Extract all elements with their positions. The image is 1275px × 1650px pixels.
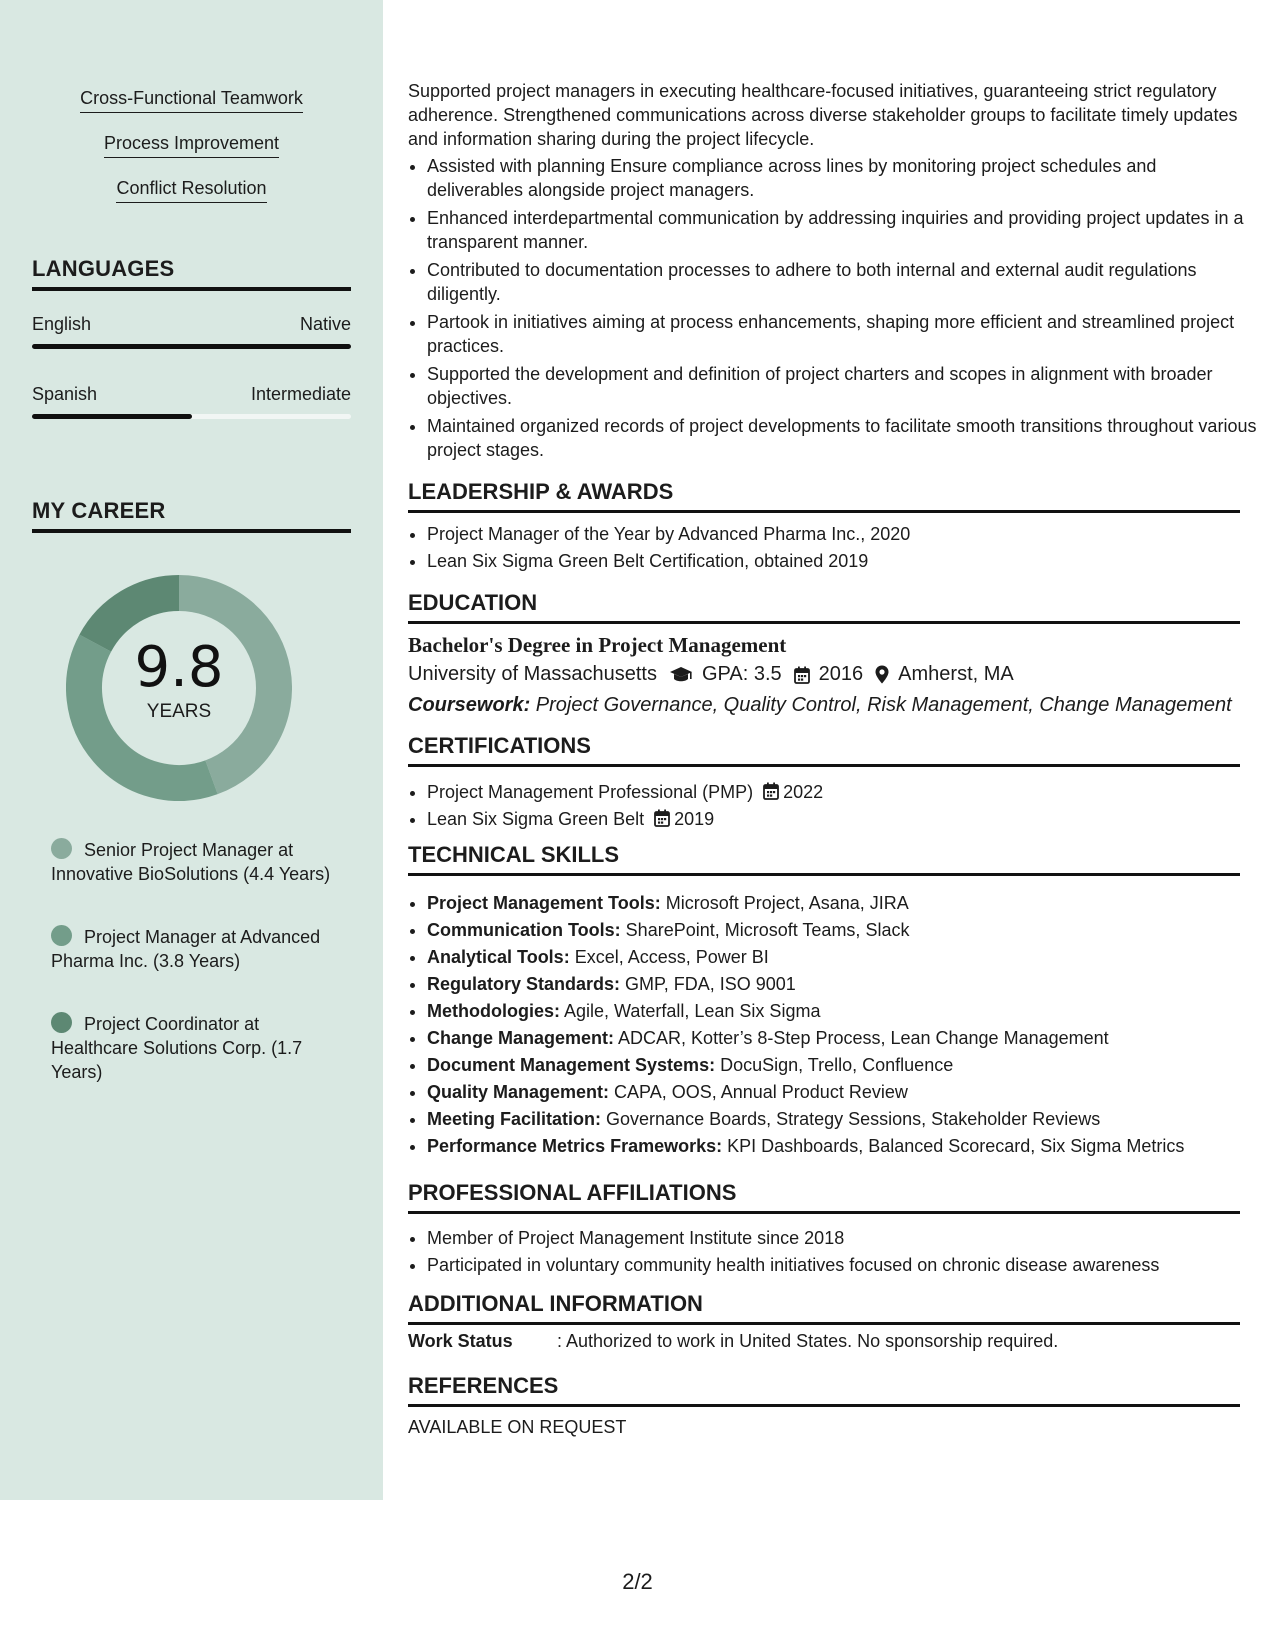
- gpa: GPA: 3.5: [701, 663, 782, 685]
- list-item: • Communication Tools: SharePoint, Microsoft Teams, Slack: [427, 917, 1257, 944]
- career-heading: MY CAREER: [32, 498, 351, 533]
- list-item: • Meeting Facilitation: Governance Boards, Strategy Sessions, Stakeholder Reviews: [427, 1106, 1257, 1133]
- career-legend-item: [51, 925, 331, 973]
- page-number: 2/2: [622, 1569, 653, 1594]
- list-item: • Change Management: ADCAR, Kotter’s 8-Step Process, Lean Change Management: [427, 1025, 1257, 1052]
- list-item: • Assisted with planning Ensure compliance across lines by monitoring project schedules and deliverables alongside project managers.: [427, 154, 1257, 202]
- experience-summary: Supported project managers in executing healthcare-focused initiatives, guaranteeing strict regulatory adherence. Strengthened communications across diverse stakeholder groups to facilitate timely updates and information sharing during the project lifecycle.: [408, 81, 1238, 149]
- education-heading: EDUCATION: [408, 590, 1240, 624]
- language-row: [32, 384, 351, 405]
- coursework-label: Coursework:: [408, 694, 531, 716]
- list-item: • Partook in initiatives aiming at process enhancements, shaping more efficient and streamlined project practices.: [427, 310, 1257, 358]
- list-item: • Project Management Professional (PMP) 2022: [427, 779, 1257, 806]
- references-text: AVAILABLE ON REQUEST: [408, 1417, 627, 1437]
- list-item: • Regulatory Standards: GMP, FDA, ISO 9001: [427, 971, 1257, 998]
- career-total-unit: YEARS: [146, 701, 212, 722]
- certifications-list: [408, 779, 1257, 833]
- languages-heading: LANGUAGES: [32, 256, 351, 291]
- list-item: • Maintained organized records of project developments to facilitate smooth transitions throughout various project stages.: [427, 414, 1257, 462]
- work-status-value: : Authorized to work in United States. No sponsorship required.: [557, 1331, 1059, 1351]
- career-legend-item: [51, 1012, 331, 1084]
- legend-dot: [51, 1012, 72, 1033]
- additional-info-heading: ADDITIONAL INFORMATION: [408, 1291, 1240, 1325]
- list-item: • Analytical Tools: Excel, Access, Power BI: [427, 944, 1257, 971]
- graduation-cap-icon: [669, 666, 693, 684]
- technical-skills-heading: TECHNICAL SKILLS: [408, 842, 1240, 876]
- list-item: • Contributed to documentation processes to adhere to both internal and external audit regulations diligently.: [427, 258, 1257, 306]
- work-status: [408, 1331, 1058, 1352]
- list-item: • Lean Six Sigma Green Belt 2019: [427, 806, 1257, 833]
- skill-item: Process Improvement: [0, 133, 383, 158]
- language-bar: [32, 344, 351, 349]
- sidebar: [0, 0, 383, 1500]
- list-item: • Methodologies: Agile, Waterfall, Lean Six Sigma: [427, 998, 1257, 1025]
- career-text: Project Manager at Advanced Pharma Inc. (3.8 Years): [51, 927, 321, 971]
- skill-item: Conflict Resolution: [0, 178, 383, 203]
- language-name: English: [32, 314, 92, 334]
- degree-title: Bachelor's Degree in Project Management: [408, 633, 787, 657]
- list-item: • Performance Metrics Frameworks: KPI Dashboards, Balanced Scorecard, Six Sigma Metrics: [427, 1133, 1257, 1160]
- experience-bullets: [408, 154, 1257, 462]
- list-item: • Lean Six Sigma Green Belt Certification, obtained 2019: [427, 548, 1257, 575]
- coursework-list: Project Governance, Quality Control, Risk Management, Change Management: [530, 694, 1232, 716]
- language-level: Intermediate: [250, 384, 351, 404]
- career-text: Project Coordinator at Healthcare Solutions Corp. (1.7 Years): [51, 1014, 303, 1082]
- career-text: Senior Project Manager at Innovative BioSolutions (4.4 Years): [51, 840, 331, 884]
- calendar-icon: [654, 809, 670, 827]
- career-total-value: 9.8: [134, 635, 224, 700]
- affiliations-heading: PROFESSIONAL AFFILIATIONS: [408, 1180, 1240, 1214]
- leadership-list: [408, 521, 1257, 575]
- language-level: Native: [299, 314, 351, 334]
- career-total: [66, 637, 292, 723]
- list-item: • Enhanced interdepartmental communication by addressing inquiries and providing project updates in a transparent manner.: [427, 206, 1257, 254]
- list-item: • Project Management Tools: Microsoft Project, Asana, JIRA: [427, 890, 1257, 917]
- language-bar: [32, 414, 351, 419]
- calendar-icon: [763, 782, 779, 800]
- education-details: [408, 663, 1014, 686]
- references-heading: REFERENCES: [408, 1373, 1240, 1407]
- school-location: Amherst, MA: [898, 663, 1014, 685]
- affiliations-list: [408, 1225, 1257, 1279]
- career-legend-item: [51, 838, 331, 886]
- leadership-heading: LEADERSHIP & AWARDS: [408, 479, 1240, 513]
- language-row: [32, 314, 351, 335]
- calendar-icon: [794, 666, 810, 684]
- list-item: • Participated in voluntary community health initiatives focused on chronic disease awareness: [427, 1252, 1257, 1279]
- language-bar-fill: [32, 414, 192, 419]
- graduation-year: 2016: [818, 663, 864, 685]
- career-donut-chart: [66, 575, 292, 801]
- technical-skills-list: [408, 890, 1257, 1160]
- language-bar-fill: [32, 344, 351, 349]
- skill-item: Cross-Functional Teamwork: [0, 88, 383, 113]
- certifications-heading: CERTIFICATIONS: [408, 733, 1240, 767]
- legend-dot: [51, 925, 72, 946]
- list-item: • Project Manager of the Year by Advanced Pharma Inc., 2020: [427, 521, 1257, 548]
- legend-dot: [51, 838, 72, 859]
- coursework: [408, 694, 1232, 717]
- list-item: • Quality Management: CAPA, OOS, Annual Product Review: [427, 1079, 1257, 1106]
- work-status-label: Work Status: [408, 1331, 513, 1351]
- list-item: • Document Management Systems: DocuSign, Trello, Confluence: [427, 1052, 1257, 1079]
- language-name: Spanish: [32, 384, 98, 404]
- list-item: • Member of Project Management Institute since 2018: [427, 1225, 1257, 1252]
- location-pin-icon: [875, 665, 889, 684]
- list-item: • Supported the development and definition of project charters and scopes in alignment with broader objectives.: [427, 362, 1257, 410]
- school-name: University of Massachusetts: [408, 663, 657, 685]
